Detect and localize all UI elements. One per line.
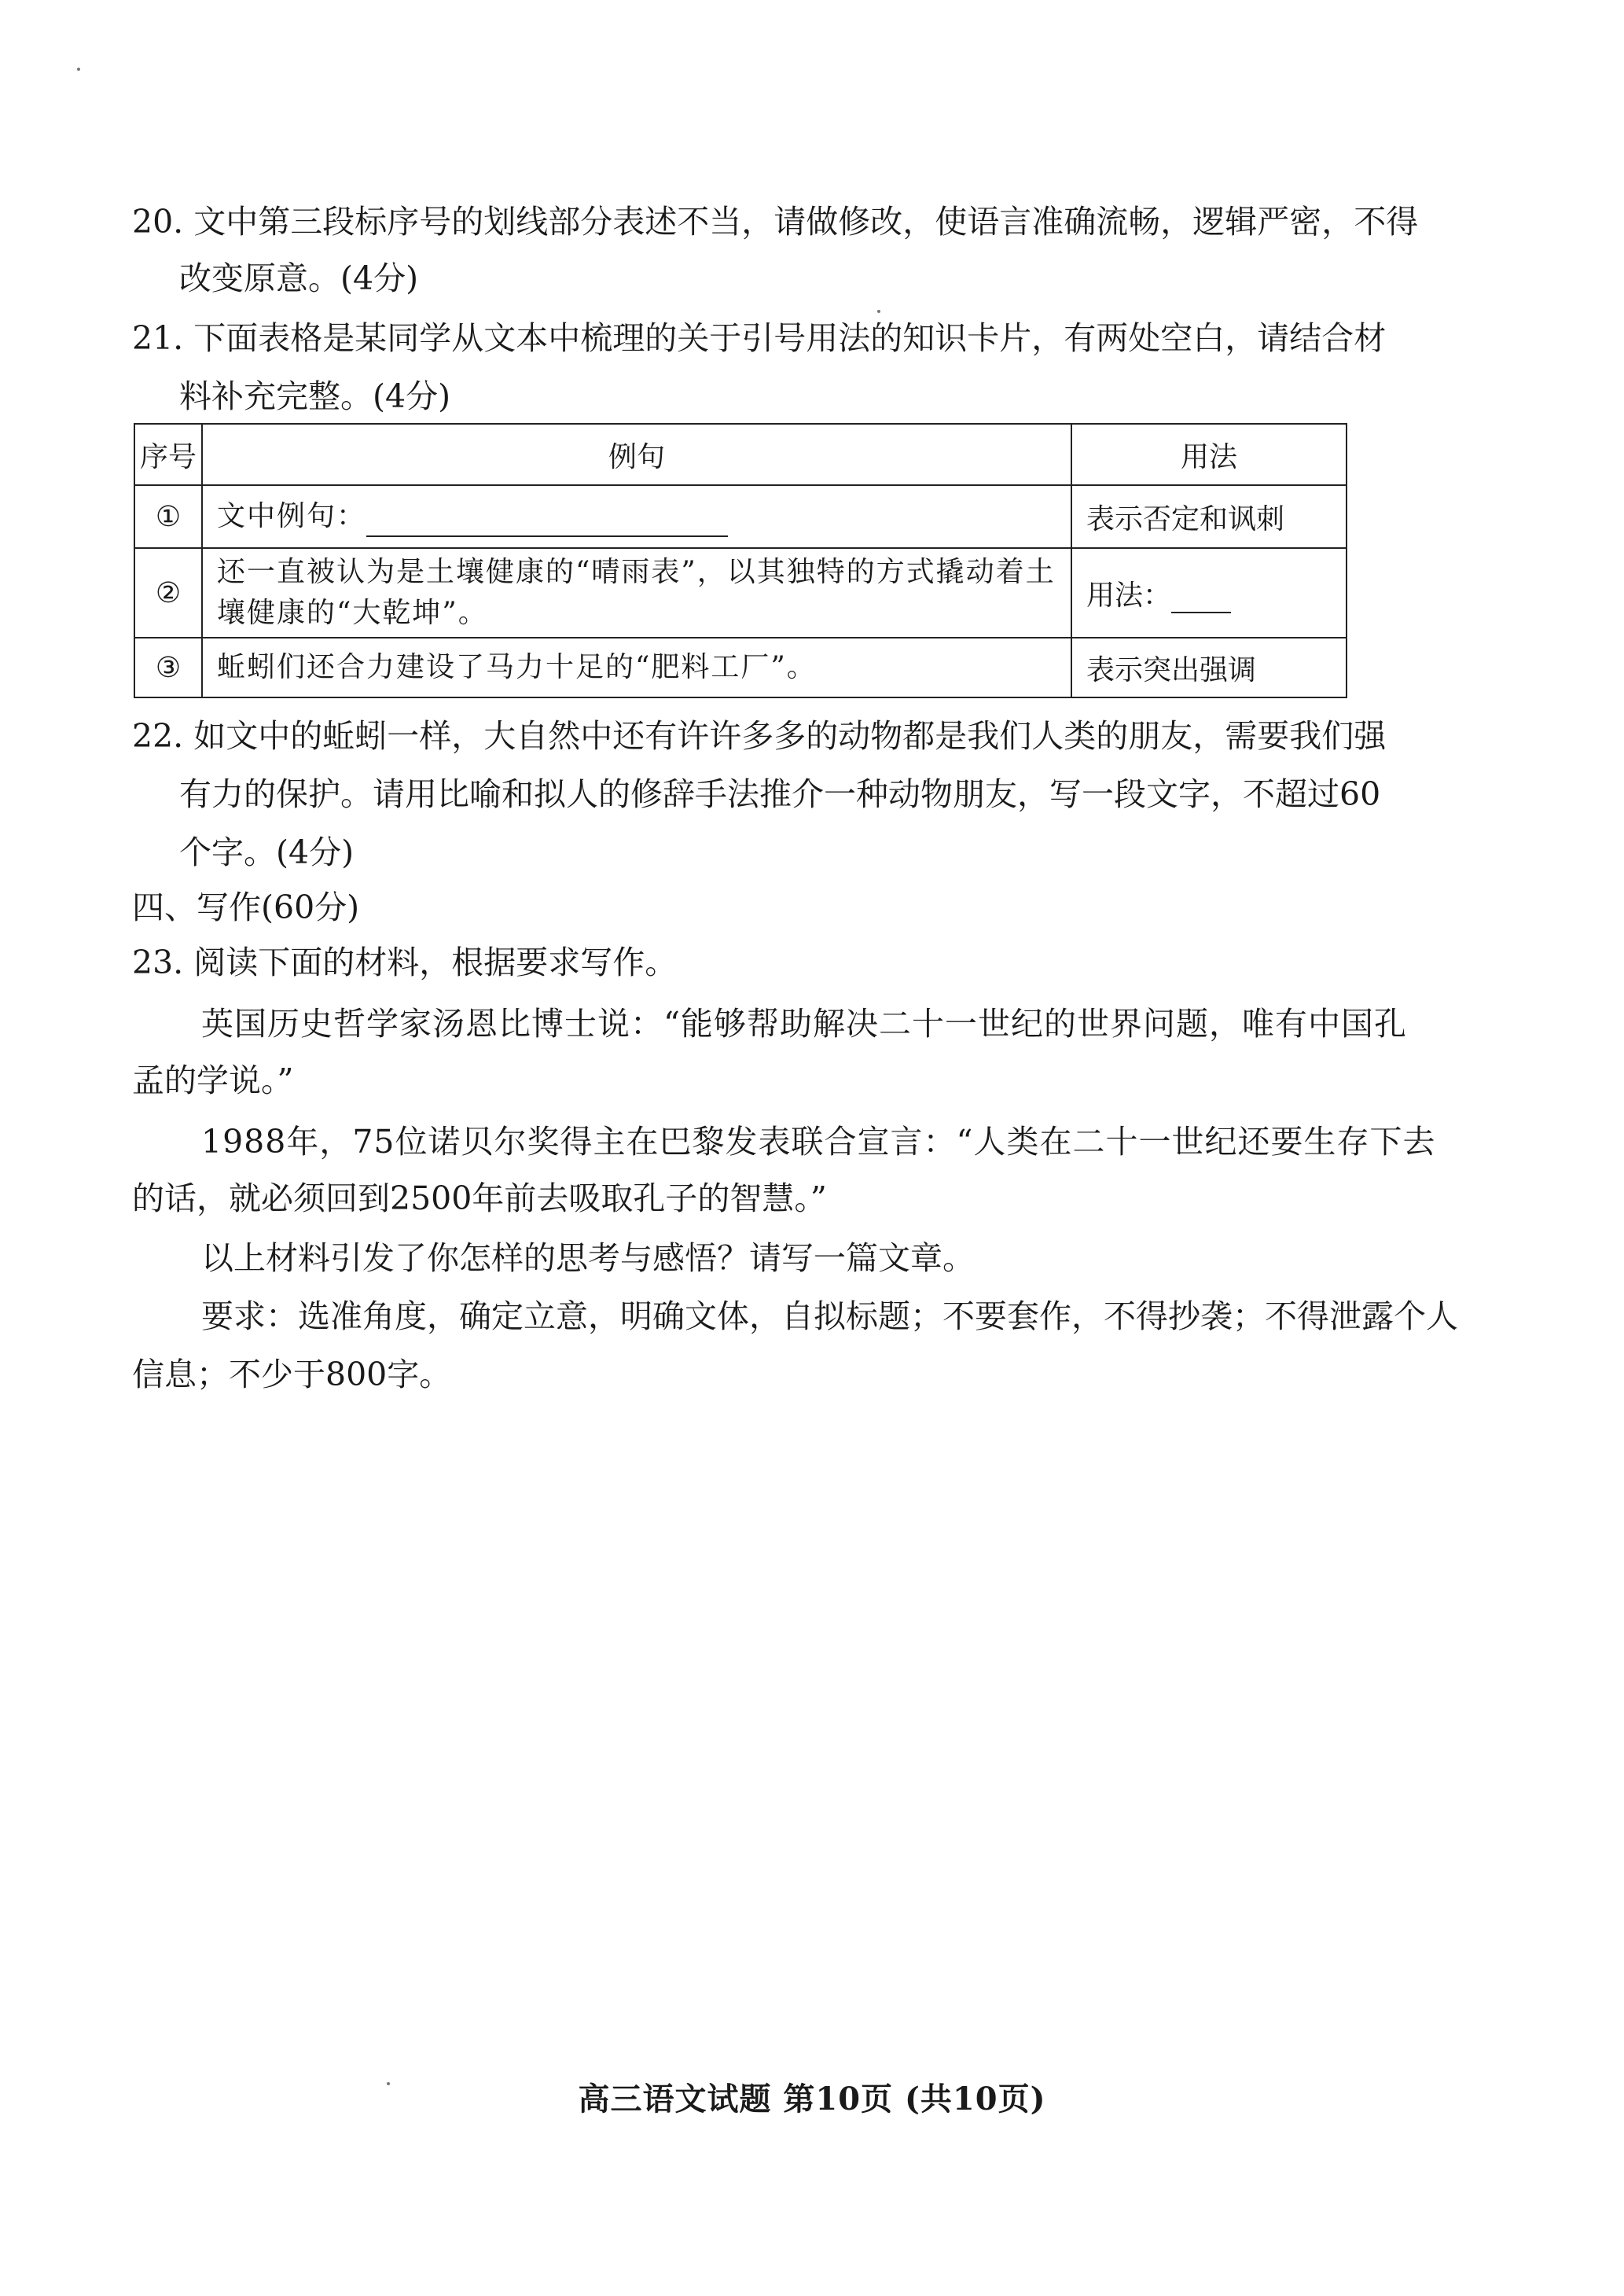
row-usage: 表示突出强调 <box>1071 638 1347 697</box>
table-header-row <box>134 424 1347 485</box>
header-number: 序号 <box>134 424 202 485</box>
quotation-usage-table <box>134 423 1347 698</box>
row-example <box>202 485 1071 548</box>
question-21-line-1: 21. 下面表格是某同学从文本中梳理的关于引号用法的知识卡片，有两处空白，请结合材 <box>132 319 1387 357</box>
row-example-text: 蚯蚓们还合力建设了马力十足的“肥料工厂”。 <box>217 651 817 683</box>
row-example <box>202 548 1071 638</box>
page-footer: 高三语文试题 第10页 (共10页) <box>578 2081 1046 2118</box>
section-heading-writing: 四、写作(60分) <box>132 889 360 926</box>
material-1-line-1: 英国历史哲学家汤恩比博士说：“能够帮助解决二十一世纪的世界问题，唯有中国孔 <box>201 1005 1407 1043</box>
table-row <box>134 548 1347 638</box>
question-20-line-1: 20. 文中第三段标序号的划线部分表述不当，请做修改，使语言准确流畅，逻辑严密，不得 <box>132 203 1419 241</box>
scan-speck <box>77 68 80 71</box>
question-21-line-2: 料补充完整。(4分) <box>179 377 451 415</box>
table-row <box>134 638 1347 697</box>
header-usage: 用法 <box>1071 424 1347 485</box>
question-22-line-1: 22. 如文中的蚯蚓一样，大自然中还有许许多多的动物都是我们人类的朋友，需要我们强 <box>132 717 1387 755</box>
question-22-line-2: 有力的保护。请用比喻和拟人的修辞手法推介一种动物朋友，写一段文字，不超过60 <box>179 775 1381 813</box>
header-example: 例句 <box>202 424 1071 485</box>
row-usage-text: 用法： <box>1086 579 1172 612</box>
question-23-title: 23. 阅读下面的材料，根据要求写作。 <box>132 944 678 981</box>
row-example-text: 文中例句： <box>217 500 367 532</box>
row-example-text: 还一直被认为是土壤健康的“晴雨表”，以其独特的方式撬动着土壤健康的“大乾坤”。 <box>217 556 1056 629</box>
material-2-line-1: 1988年，75位诺贝尔奖得主在巴黎发表联合宣言：“人类在二十一世纪还要生存下去 <box>201 1123 1436 1161</box>
row-number: ① <box>134 485 202 548</box>
row-usage: 表示否定和讽刺 <box>1071 485 1347 548</box>
requirements-line-2: 信息；不少于800字。 <box>132 1356 452 1393</box>
row-example <box>202 638 1071 697</box>
answer-blank[interactable] <box>366 509 728 537</box>
question-22-line-3: 个字。(4分) <box>179 833 355 871</box>
material-2-line-2: 的话，就必须回到2500年前去吸取孔子的智慧。” <box>132 1179 827 1217</box>
scan-speck <box>877 310 880 313</box>
table-row <box>134 485 1347 548</box>
material-1-line-2: 孟的学说。” <box>132 1062 294 1099</box>
row-number: ② <box>134 548 202 638</box>
writing-prompt: 以上材料引发了你怎样的思考与感悟？请写一篇文章。 <box>201 1239 975 1277</box>
question-20-line-2: 改变原意。(4分) <box>179 259 419 297</box>
answer-blank[interactable] <box>1171 588 1231 613</box>
row-usage <box>1071 548 1347 638</box>
row-number: ③ <box>134 638 202 697</box>
requirements-line-1: 要求：选准角度，确定立意，明确文体，自拟标题；不要套作，不得抄袭；不得泄露个人 <box>201 1297 1458 1335</box>
